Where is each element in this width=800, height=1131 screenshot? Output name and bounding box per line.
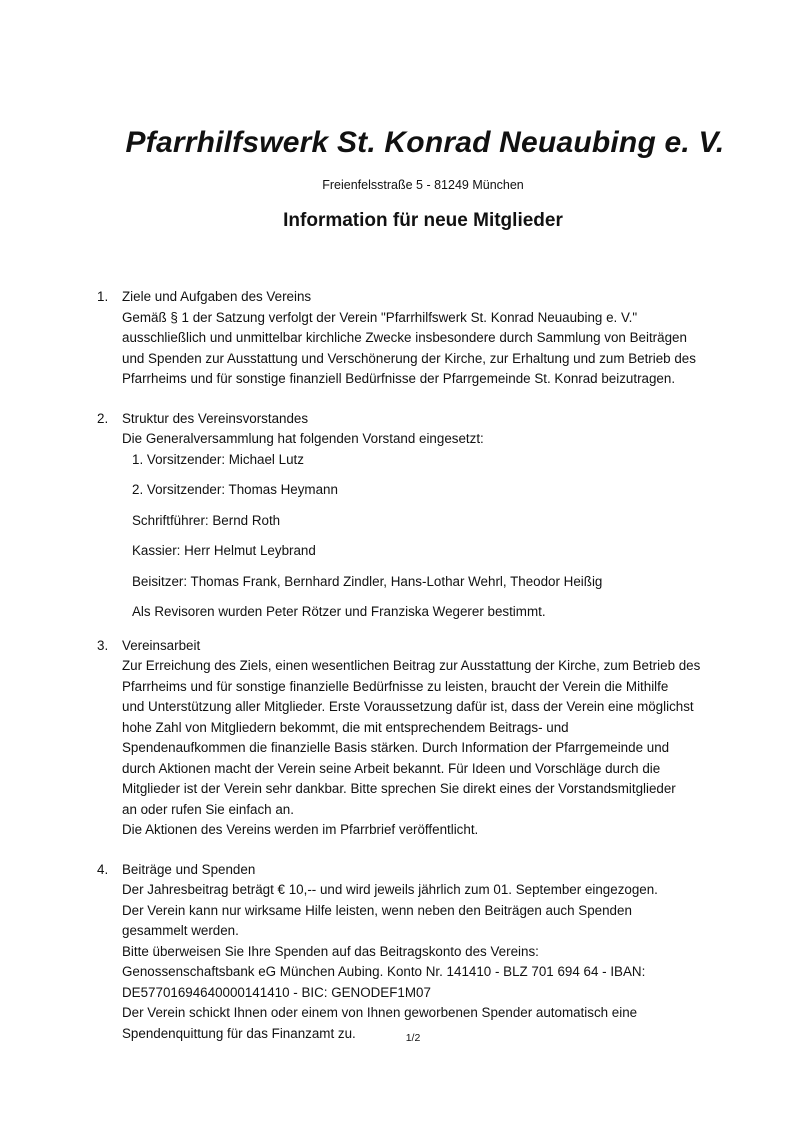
paragraph-line: Der Jahresbeitrag beträgt € 10,-- und wird jeweils jährlich zum 01. September eingezogen.: [122, 882, 658, 897]
bank-details-line: DE57701694640000141410 - BIC: GENODEF1M07: [122, 984, 431, 1000]
page-title: Pfarrhilfswerk St. Konrad Neuaubing e. V.: [125, 126, 725, 159]
paragraph-line: Bitte überweisen Sie Ihre Spenden auf das Beitragskonto des Vereins:: [122, 943, 539, 959]
document-body: [97, 287, 737, 1044]
paragraph-line: Spendenquittung für das Finanzamt zu.: [122, 1025, 356, 1041]
paragraph-line: Gemäß § 1 der Satzung verfolgt der Verein "Pfarrhilfswerk St. Konrad Neuaubing e. V.": [122, 309, 638, 325]
paragraph-line: Zur Erreichung des Ziels, einen wesentlichen Beitrag zur Ausstattung der Kirche, zum Betrieb des: [122, 658, 701, 673]
paragraph-line: Die Aktionen des Vereins werden im Pfarrbrief veröffentlicht.: [122, 822, 479, 837]
paragraph-line: durch Aktionen macht der Verein seine Arbeit bekannt. Für Ideen und Vorschläge durch die: [122, 760, 661, 776]
section-club-work: [97, 636, 737, 841]
section-fees-donations: [97, 860, 737, 1045]
board-member-secretary: Schriftführer: Bernd Roth: [132, 512, 281, 528]
paragraph-line: Spendenaufkommen die finanzielle Basis stärken. Durch Information der Pfarrgemeinde und: [122, 740, 670, 755]
board-intro: Die Generalversammlung hat folgenden Vorstand eingesetzt:: [122, 431, 484, 446]
paragraph-line: und Spenden zur Ausstattung und Verschönerung der Kirche, zur Erhaltung und zum Betrieb des: [122, 350, 696, 366]
section-board-structure: [97, 409, 737, 623]
section-number: 2.: [97, 410, 109, 426]
page-subtitle: Information für neue Mitglieder: [283, 210, 563, 231]
paragraph-line: Mitglieder ist der Verein sehr dankbar. Bitte sprechen Sie direkt eines der Vorstandsmitglieder: [122, 781, 676, 796]
section-heading: Struktur des Vereinsvorstandes: [122, 410, 309, 426]
section-number: 4.: [97, 861, 109, 877]
page-number: 1/2: [405, 1032, 421, 1044]
section-heading: Beiträge und Spenden: [122, 861, 256, 877]
paragraph-line: Pfarrheims und für sonstige finanzielle Bedürfnisse zu leisten, braucht der Verein die Mithilfe: [122, 678, 669, 694]
paragraph-line: hohe Zahl von Mitgliedern bekommt, die mit entsprechendem Beitrags- und: [122, 719, 569, 735]
board-member-chair: 1. Vorsitzender: Michael Lutz: [132, 451, 304, 467]
section-number: 3.: [97, 637, 109, 653]
paragraph-line: an oder rufen Sie einfach an.: [122, 801, 294, 817]
board-auditors: Als Revisoren wurden Peter Rötzer und Franziska Wegerer bestimmt.: [132, 604, 546, 619]
board-member-treasurer: Kassier: Herr Helmut Leybrand: [132, 543, 316, 558]
board-members-assessors: Beisitzer: Thomas Frank, Bernhard Zindler, Hans-Lothar Wehrl, Theodor Heißig: [132, 573, 603, 589]
paragraph-line: Der Verein kann nur wirksame Hilfe leisten, wenn neben den Beiträgen auch Spenden: [122, 902, 632, 918]
section-heading: Ziele und Aufgaben des Vereins: [122, 289, 312, 304]
paragraph-line: Der Verein schickt Ihnen oder einem von Ihnen geworbenen Spender automatisch eine: [122, 1005, 638, 1020]
paragraph-line: und Unterstützung aller Mitglieder. Erste Voraussetzung dafür ist, dass der Verein eine möglichst: [122, 699, 694, 714]
paragraph-line: ausschließlich und unmittelbar kirchliche Zwecke insbesondere durch Sammlung von Beiträgen: [122, 330, 687, 345]
bank-details-line: Genossenschaftsbank eG München Aubing. Konto Nr. 141410 - BLZ 701 694 64 - IBAN:: [122, 964, 646, 979]
section-number: 1.: [97, 289, 109, 304]
address-line: Freienfelsstraße 5 - 81249 München: [322, 178, 524, 192]
board-member-vice-chair: 2. Vorsitzender: Thomas Heymann: [132, 482, 338, 497]
section-goals: [97, 287, 737, 390]
section-heading: Vereinsarbeit: [122, 637, 201, 653]
paragraph-line: gesammelt werden.: [122, 923, 239, 938]
paragraph-line: Pfarrheims und für sonstige finanziell Bedürfnisse der Pfarrgemeinde St. Konrad beizutragen.: [122, 371, 676, 386]
